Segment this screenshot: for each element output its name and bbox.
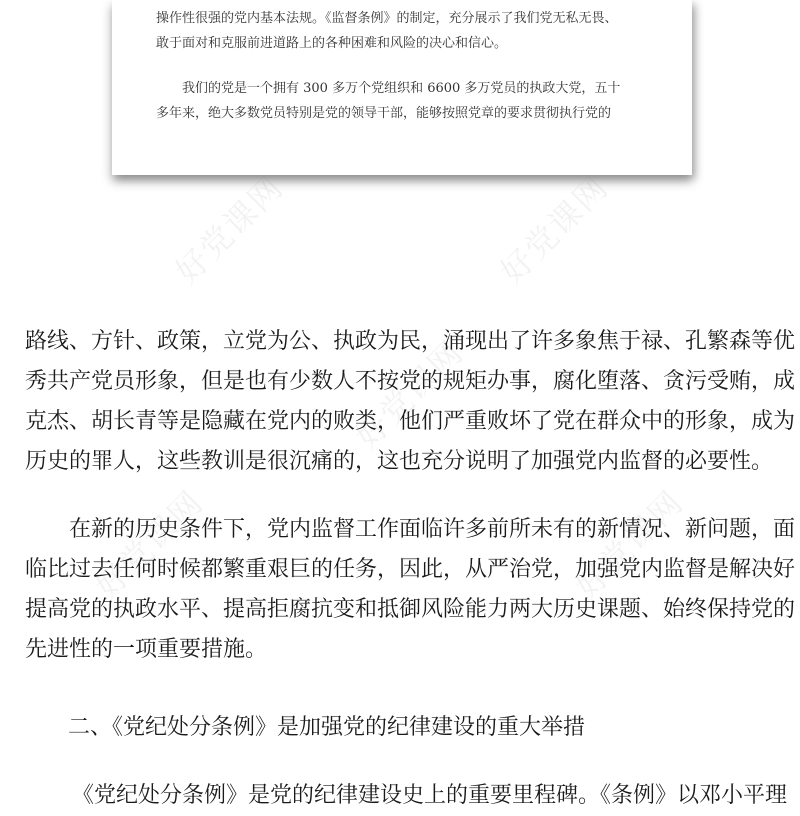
document-page-preview [112, 0, 692, 175]
preview-line: 操作性很强的党内基本法规。《监督条例》的制定，充分展示了我们党无私无畏、 [156, 11, 618, 26]
text-line: 临比过去任何时候都繁重艰巨的任务，因此，从严治党，加强党内监督是解决好 [25, 557, 796, 582]
document-body [25, 322, 796, 698]
text-line: 历史的罪人，这些教训是很沉痛的，这也充分说明了加强党内监督的必要性。 [25, 449, 774, 474]
section-heading: 二、《党纪处分条例》是加强党的纪律建设的重大举措 [68, 715, 586, 740]
text-line: 提高党的执政水平、提高拒腐抗变和抵御风险能力两大历史课题、始终保持党的 [25, 597, 796, 622]
text-line: 先进性的一项重要措施。 [25, 637, 268, 662]
text-line: 《党纪处分条例》是党的纪律建设史上的重要里程碑。《条例》以邓小平理 [72, 783, 788, 808]
text-line: 秀共产党员形象，但是也有少数人不按党的规矩办事，腐化堕落、贪污受贿，成 [25, 369, 796, 394]
text-line: 在新的历史条件下，党内监督工作面临许多前所未有的新情况、新问题，面 [69, 517, 796, 542]
text-line: 克杰、胡长青等是隐藏在党内的败类，他们严重败坏了党在群众中的形象，成为 [25, 409, 796, 434]
watermark-text: 好党课网 [167, 167, 291, 291]
preview-line: 多年来，绝大多数党员特别是党的领导干部，能够按照党章的要求贯彻执行党的 [156, 106, 612, 121]
watermark-text: 好党课网 [567, 482, 691, 606]
preview-line: 敢于面对和克服前进道路上的各种困难和风险的决心和信心。 [156, 36, 508, 51]
watermark-text: 好党课网 [87, 482, 211, 606]
preview-line: 我们的党是一个拥有 300 多万个党组织和 6600 多万党员的执政大党，五十 [182, 81, 621, 96]
paragraph [25, 510, 796, 670]
watermark-text: 好党课网 [347, 332, 471, 456]
text-line: 路线、方针、政策，立党为公、执政为民，涌现出了许多象焦于禄、孔繁森等优 [25, 329, 796, 354]
paragraph [25, 322, 796, 482]
preview-text-block [156, 6, 656, 126]
watermark-text: 好党课网 [492, 167, 616, 291]
